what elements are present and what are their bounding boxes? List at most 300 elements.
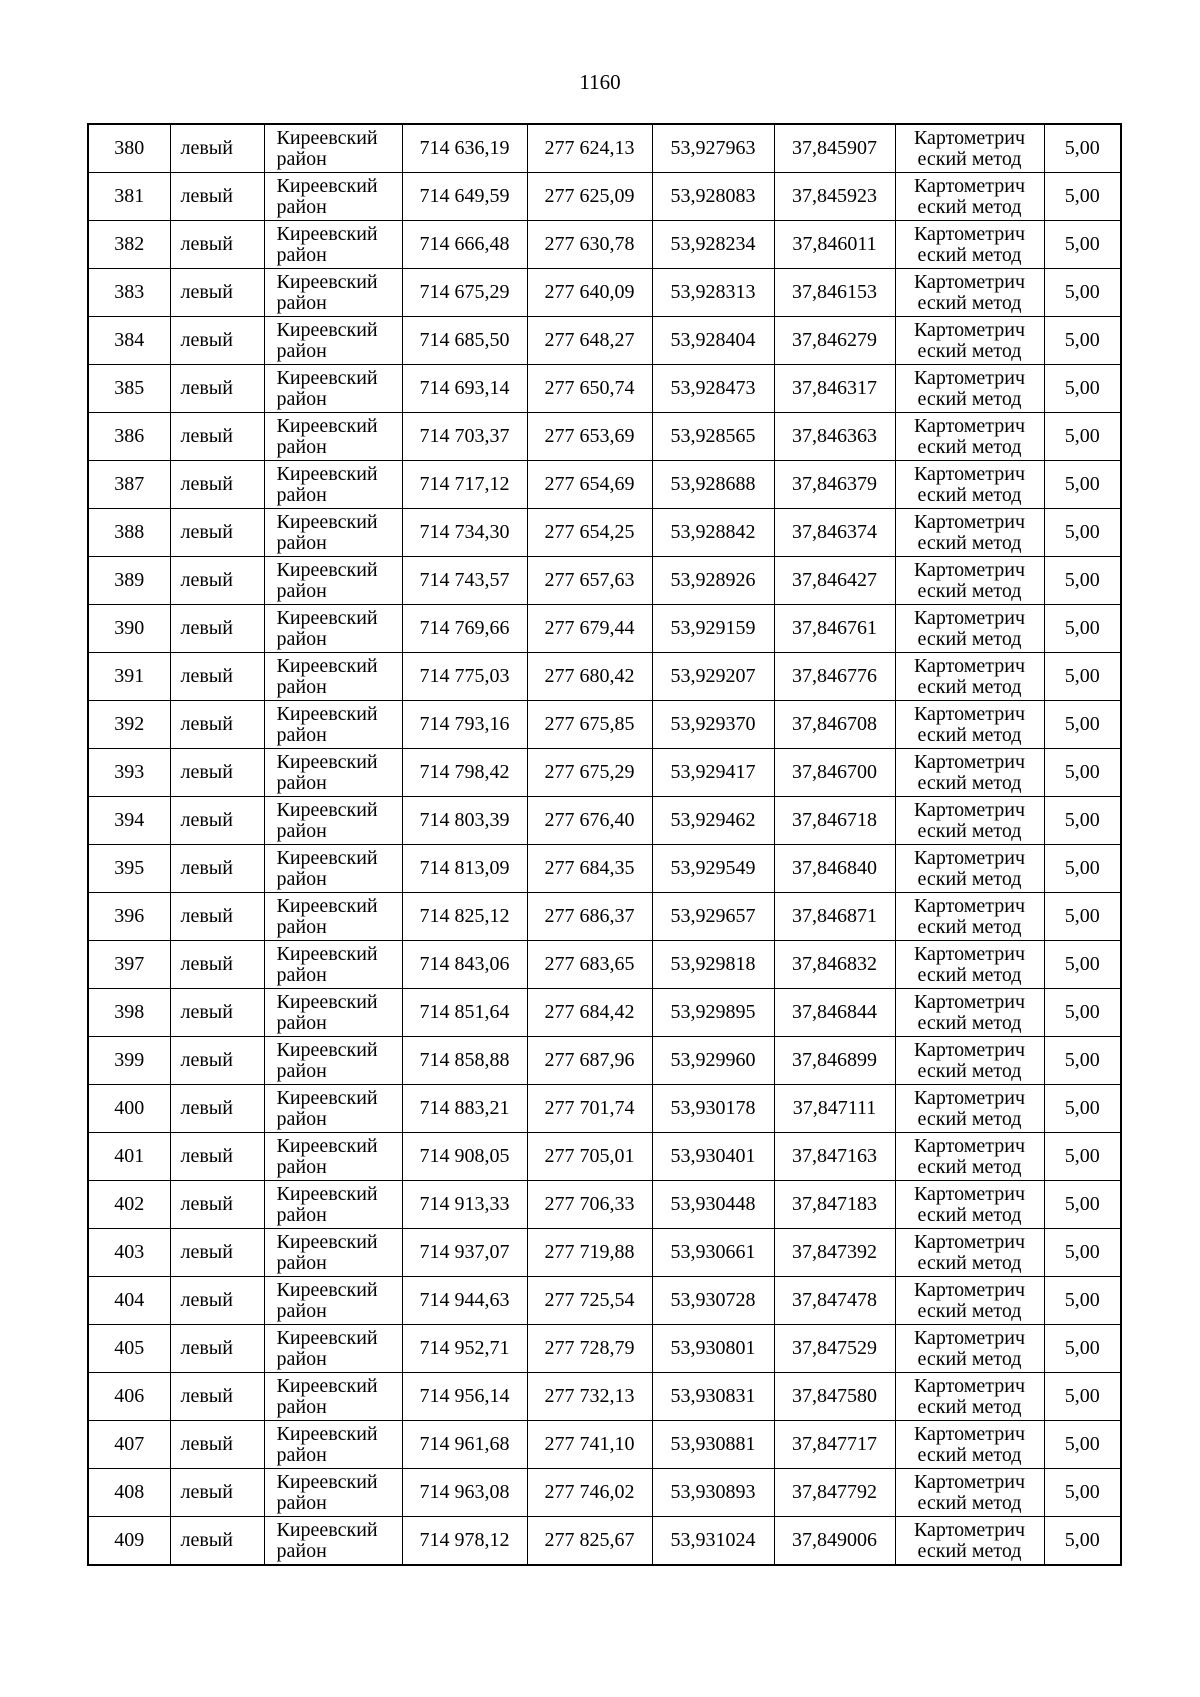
table-row	[88, 893, 1121, 941]
latitude-cell: 53,929159	[652, 605, 774, 653]
district-cell: Киреевский район	[264, 605, 402, 653]
x-coordinate-cell: 714 685,50	[402, 317, 527, 365]
district-cell: Киреевский район	[264, 1133, 402, 1181]
latitude-cell: 53,930401	[652, 1133, 774, 1181]
y-coordinate-cell: 277 676,40	[527, 797, 652, 845]
method-cell: Картометрич еский метод	[895, 461, 1044, 509]
y-coordinate-cell: 277 683,65	[527, 941, 652, 989]
method-cell: Картометрич еский метод	[895, 749, 1044, 797]
longitude-cell: 37,846427	[774, 557, 895, 605]
x-coordinate-cell: 714 858,88	[402, 1037, 527, 1085]
latitude-cell: 53,928473	[652, 365, 774, 413]
latitude-cell: 53,929895	[652, 989, 774, 1037]
x-coordinate-cell: 714 956,14	[402, 1373, 527, 1421]
latitude-cell: 53,930893	[652, 1469, 774, 1517]
y-coordinate-cell: 277 625,09	[527, 173, 652, 221]
x-coordinate-cell: 714 963,08	[402, 1469, 527, 1517]
longitude-cell: 37,846844	[774, 989, 895, 1037]
latitude-cell: 53,930661	[652, 1229, 774, 1277]
point-number-cell: 387	[88, 461, 170, 509]
x-coordinate-cell: 714 675,29	[402, 269, 527, 317]
longitude-cell: 37,847163	[774, 1133, 895, 1181]
x-coordinate-cell: 714 803,39	[402, 797, 527, 845]
longitude-cell: 37,847111	[774, 1085, 895, 1133]
district-cell: Киреевский район	[264, 701, 402, 749]
latitude-cell: 53,930801	[652, 1325, 774, 1373]
side-cell: левый	[170, 653, 264, 701]
district-cell: Киреевский район	[264, 317, 402, 365]
longitude-cell: 37,847717	[774, 1421, 895, 1469]
latitude-cell: 53,929370	[652, 701, 774, 749]
point-number-cell: 384	[88, 317, 170, 365]
method-cell: Картометрич еский метод	[895, 1229, 1044, 1277]
latitude-cell: 53,928688	[652, 461, 774, 509]
x-coordinate-cell: 714 851,64	[402, 989, 527, 1037]
table-row	[88, 557, 1121, 605]
latitude-cell: 53,929657	[652, 893, 774, 941]
table-row	[88, 365, 1121, 413]
table-row	[88, 269, 1121, 317]
latitude-cell: 53,930448	[652, 1181, 774, 1229]
x-coordinate-cell: 714 937,07	[402, 1229, 527, 1277]
district-cell: Киреевский район	[264, 749, 402, 797]
point-number-cell: 382	[88, 221, 170, 269]
accuracy-cell: 5,00	[1044, 365, 1121, 413]
longitude-cell: 37,846153	[774, 269, 895, 317]
table-row	[88, 749, 1121, 797]
y-coordinate-cell: 277 654,25	[527, 509, 652, 557]
district-cell: Киреевский район	[264, 461, 402, 509]
latitude-cell: 53,930728	[652, 1277, 774, 1325]
x-coordinate-cell: 714 693,14	[402, 365, 527, 413]
table-row	[88, 1133, 1121, 1181]
method-cell: Картометрич еский метод	[895, 221, 1044, 269]
longitude-cell: 37,847580	[774, 1373, 895, 1421]
y-coordinate-cell: 277 654,69	[527, 461, 652, 509]
longitude-cell: 37,845923	[774, 173, 895, 221]
point-number-cell: 403	[88, 1229, 170, 1277]
point-number-cell: 396	[88, 893, 170, 941]
side-cell: левый	[170, 365, 264, 413]
latitude-cell: 53,929818	[652, 941, 774, 989]
side-cell: левый	[170, 509, 264, 557]
district-cell: Киреевский район	[264, 797, 402, 845]
longitude-cell: 37,847392	[774, 1229, 895, 1277]
accuracy-cell: 5,00	[1044, 1421, 1121, 1469]
method-cell: Картометрич еский метод	[895, 893, 1044, 941]
table-row	[88, 1229, 1121, 1277]
district-cell: Киреевский район	[264, 653, 402, 701]
table-row	[88, 1373, 1121, 1421]
y-coordinate-cell: 277 624,13	[527, 124, 652, 173]
district-cell: Киреевский район	[264, 941, 402, 989]
longitude-cell: 37,846761	[774, 605, 895, 653]
district-cell: Киреевский район	[264, 124, 402, 173]
method-cell: Картометрич еский метод	[895, 1373, 1044, 1421]
table-row	[88, 461, 1121, 509]
point-number-cell: 392	[88, 701, 170, 749]
side-cell: левый	[170, 1085, 264, 1133]
accuracy-cell: 5,00	[1044, 989, 1121, 1037]
latitude-cell: 53,929207	[652, 653, 774, 701]
x-coordinate-cell: 714 703,37	[402, 413, 527, 461]
district-cell: Киреевский район	[264, 893, 402, 941]
table-row	[88, 1421, 1121, 1469]
district-cell: Киреевский район	[264, 365, 402, 413]
latitude-cell: 53,927963	[652, 124, 774, 173]
y-coordinate-cell: 277 675,85	[527, 701, 652, 749]
district-cell: Киреевский район	[264, 1325, 402, 1373]
side-cell: левый	[170, 941, 264, 989]
x-coordinate-cell: 714 793,16	[402, 701, 527, 749]
side-cell: левый	[170, 1517, 264, 1566]
x-coordinate-cell: 714 843,06	[402, 941, 527, 989]
y-coordinate-cell: 277 650,74	[527, 365, 652, 413]
side-cell: левый	[170, 461, 264, 509]
method-cell: Картометрич еский метод	[895, 1133, 1044, 1181]
y-coordinate-cell: 277 679,44	[527, 605, 652, 653]
side-cell: левый	[170, 989, 264, 1037]
point-number-cell: 407	[88, 1421, 170, 1469]
point-number-cell: 390	[88, 605, 170, 653]
method-cell: Картометрич еский метод	[895, 1085, 1044, 1133]
latitude-cell: 53,930831	[652, 1373, 774, 1421]
accuracy-cell: 5,00	[1044, 797, 1121, 845]
accuracy-cell: 5,00	[1044, 701, 1121, 749]
longitude-cell: 37,846279	[774, 317, 895, 365]
method-cell: Картометрич еский метод	[895, 845, 1044, 893]
table-row	[88, 1469, 1121, 1517]
side-cell: левый	[170, 173, 264, 221]
table-row	[88, 941, 1121, 989]
table-row	[88, 124, 1121, 173]
y-coordinate-cell: 277 680,42	[527, 653, 652, 701]
method-cell: Картометрич еский метод	[895, 365, 1044, 413]
x-coordinate-cell: 714 961,68	[402, 1421, 527, 1469]
longitude-cell: 37,845907	[774, 124, 895, 173]
accuracy-cell: 5,00	[1044, 1325, 1121, 1373]
side-cell: левый	[170, 1373, 264, 1421]
latitude-cell: 53,930881	[652, 1421, 774, 1469]
district-cell: Киреевский район	[264, 1229, 402, 1277]
point-number-cell: 406	[88, 1373, 170, 1421]
longitude-cell: 37,846832	[774, 941, 895, 989]
method-cell: Картометрич еский метод	[895, 413, 1044, 461]
x-coordinate-cell: 714 666,48	[402, 221, 527, 269]
district-cell: Киреевский район	[264, 1277, 402, 1325]
district-cell: Киреевский район	[264, 1373, 402, 1421]
y-coordinate-cell: 277 684,42	[527, 989, 652, 1037]
accuracy-cell: 5,00	[1044, 749, 1121, 797]
district-cell: Киреевский район	[264, 989, 402, 1037]
method-cell: Картометрич еский метод	[895, 317, 1044, 365]
accuracy-cell: 5,00	[1044, 605, 1121, 653]
x-coordinate-cell: 714 734,30	[402, 509, 527, 557]
district-cell: Киреевский район	[264, 509, 402, 557]
side-cell: левый	[170, 1469, 264, 1517]
method-cell: Картометрич еский метод	[895, 605, 1044, 653]
district-cell: Киреевский район	[264, 1469, 402, 1517]
table-row	[88, 221, 1121, 269]
table-row	[88, 509, 1121, 557]
side-cell: левый	[170, 1037, 264, 1085]
method-cell: Картометрич еский метод	[895, 1037, 1044, 1085]
method-cell: Картометрич еский метод	[895, 797, 1044, 845]
accuracy-cell: 5,00	[1044, 893, 1121, 941]
side-cell: левый	[170, 1229, 264, 1277]
x-coordinate-cell: 714 825,12	[402, 893, 527, 941]
table-body	[88, 124, 1121, 1565]
longitude-cell: 37,847478	[774, 1277, 895, 1325]
latitude-cell: 53,928926	[652, 557, 774, 605]
y-coordinate-cell: 277 640,09	[527, 269, 652, 317]
table-row	[88, 989, 1121, 1037]
table-row	[88, 1085, 1121, 1133]
accuracy-cell: 5,00	[1044, 1037, 1121, 1085]
side-cell: левый	[170, 893, 264, 941]
accuracy-cell: 5,00	[1044, 124, 1121, 173]
side-cell: левый	[170, 1133, 264, 1181]
x-coordinate-cell: 714 813,09	[402, 845, 527, 893]
district-cell: Киреевский район	[264, 557, 402, 605]
longitude-cell: 37,846871	[774, 893, 895, 941]
point-number-cell: 401	[88, 1133, 170, 1181]
method-cell: Картометрич еский метод	[895, 1517, 1044, 1566]
x-coordinate-cell: 714 883,21	[402, 1085, 527, 1133]
y-coordinate-cell: 277 630,78	[527, 221, 652, 269]
x-coordinate-cell: 714 913,33	[402, 1181, 527, 1229]
y-coordinate-cell: 277 687,96	[527, 1037, 652, 1085]
y-coordinate-cell: 277 706,33	[527, 1181, 652, 1229]
side-cell: левый	[170, 797, 264, 845]
district-cell: Киреевский район	[264, 1037, 402, 1085]
longitude-cell: 37,846708	[774, 701, 895, 749]
accuracy-cell: 5,00	[1044, 317, 1121, 365]
longitude-cell: 37,846317	[774, 365, 895, 413]
method-cell: Картометрич еский метод	[895, 653, 1044, 701]
latitude-cell: 53,928565	[652, 413, 774, 461]
y-coordinate-cell: 277 746,02	[527, 1469, 652, 1517]
point-number-cell: 397	[88, 941, 170, 989]
method-cell: Картометрич еский метод	[895, 941, 1044, 989]
side-cell: левый	[170, 557, 264, 605]
latitude-cell: 53,931024	[652, 1517, 774, 1566]
point-number-cell: 386	[88, 413, 170, 461]
y-coordinate-cell: 277 732,13	[527, 1373, 652, 1421]
accuracy-cell: 5,00	[1044, 845, 1121, 893]
latitude-cell: 53,929960	[652, 1037, 774, 1085]
accuracy-cell: 5,00	[1044, 941, 1121, 989]
latitude-cell: 53,928234	[652, 221, 774, 269]
longitude-cell: 37,847529	[774, 1325, 895, 1373]
table-row	[88, 797, 1121, 845]
table-row	[88, 701, 1121, 749]
side-cell: левый	[170, 749, 264, 797]
y-coordinate-cell: 277 657,63	[527, 557, 652, 605]
x-coordinate-cell: 714 775,03	[402, 653, 527, 701]
side-cell: левый	[170, 605, 264, 653]
method-cell: Картометрич еский метод	[895, 557, 1044, 605]
district-cell: Киреевский район	[264, 1517, 402, 1566]
longitude-cell: 37,846718	[774, 797, 895, 845]
x-coordinate-cell: 714 908,05	[402, 1133, 527, 1181]
side-cell: левый	[170, 1325, 264, 1373]
point-number-cell: 380	[88, 124, 170, 173]
table-row	[88, 1325, 1121, 1373]
point-number-cell: 394	[88, 797, 170, 845]
side-cell: левый	[170, 221, 264, 269]
table-row	[88, 845, 1121, 893]
table-row	[88, 1517, 1121, 1566]
method-cell: Картометрич еский метод	[895, 509, 1044, 557]
district-cell: Киреевский район	[264, 845, 402, 893]
x-coordinate-cell: 714 717,12	[402, 461, 527, 509]
point-number-cell: 400	[88, 1085, 170, 1133]
x-coordinate-cell: 714 769,66	[402, 605, 527, 653]
point-number-cell: 404	[88, 1277, 170, 1325]
side-cell: левый	[170, 413, 264, 461]
accuracy-cell: 5,00	[1044, 1133, 1121, 1181]
page-number: 1160	[579, 70, 621, 94]
y-coordinate-cell: 277 675,29	[527, 749, 652, 797]
x-coordinate-cell: 714 798,42	[402, 749, 527, 797]
district-cell: Киреевский район	[264, 1181, 402, 1229]
longitude-cell: 37,846840	[774, 845, 895, 893]
y-coordinate-cell: 277 705,01	[527, 1133, 652, 1181]
x-coordinate-cell: 714 978,12	[402, 1517, 527, 1566]
accuracy-cell: 5,00	[1044, 653, 1121, 701]
point-number-cell: 395	[88, 845, 170, 893]
point-number-cell: 389	[88, 557, 170, 605]
y-coordinate-cell: 277 719,88	[527, 1229, 652, 1277]
y-coordinate-cell: 277 825,67	[527, 1517, 652, 1566]
latitude-cell: 53,929462	[652, 797, 774, 845]
method-cell: Картометрич еский метод	[895, 1421, 1044, 1469]
y-coordinate-cell: 277 653,69	[527, 413, 652, 461]
accuracy-cell: 5,00	[1044, 1277, 1121, 1325]
accuracy-cell: 5,00	[1044, 221, 1121, 269]
accuracy-cell: 5,00	[1044, 1517, 1121, 1566]
side-cell: левый	[170, 1421, 264, 1469]
point-number-cell: 381	[88, 173, 170, 221]
latitude-cell: 53,928313	[652, 269, 774, 317]
longitude-cell: 37,846700	[774, 749, 895, 797]
point-number-cell: 388	[88, 509, 170, 557]
method-cell: Картометрич еский метод	[895, 1277, 1044, 1325]
point-number-cell: 393	[88, 749, 170, 797]
method-cell: Картометрич еский метод	[895, 701, 1044, 749]
x-coordinate-cell: 714 649,59	[402, 173, 527, 221]
accuracy-cell: 5,00	[1044, 1469, 1121, 1517]
longitude-cell: 37,846363	[774, 413, 895, 461]
point-number-cell: 385	[88, 365, 170, 413]
side-cell: левый	[170, 124, 264, 173]
accuracy-cell: 5,00	[1044, 269, 1121, 317]
accuracy-cell: 5,00	[1044, 1373, 1121, 1421]
district-cell: Киреевский район	[264, 269, 402, 317]
longitude-cell: 37,846899	[774, 1037, 895, 1085]
method-cell: Картометрич еский метод	[895, 124, 1044, 173]
accuracy-cell: 5,00	[1044, 1085, 1121, 1133]
table-row	[88, 605, 1121, 653]
y-coordinate-cell: 277 701,74	[527, 1085, 652, 1133]
district-cell: Киреевский район	[264, 1085, 402, 1133]
accuracy-cell: 5,00	[1044, 461, 1121, 509]
side-cell: левый	[170, 317, 264, 365]
latitude-cell: 53,928404	[652, 317, 774, 365]
y-coordinate-cell: 277 686,37	[527, 893, 652, 941]
table-row	[88, 1037, 1121, 1085]
accuracy-cell: 5,00	[1044, 1181, 1121, 1229]
table-row	[88, 173, 1121, 221]
method-cell: Картометрич еский метод	[895, 1469, 1044, 1517]
latitude-cell: 53,928083	[652, 173, 774, 221]
accuracy-cell: 5,00	[1044, 1229, 1121, 1277]
point-number-cell: 409	[88, 1517, 170, 1566]
accuracy-cell: 5,00	[1044, 509, 1121, 557]
y-coordinate-cell: 277 725,54	[527, 1277, 652, 1325]
point-number-cell: 391	[88, 653, 170, 701]
method-cell: Картометрич еский метод	[895, 1325, 1044, 1373]
point-number-cell: 405	[88, 1325, 170, 1373]
y-coordinate-cell: 277 741,10	[527, 1421, 652, 1469]
method-cell: Картометрич еский метод	[895, 269, 1044, 317]
longitude-cell: 37,846379	[774, 461, 895, 509]
table-row	[88, 1181, 1121, 1229]
accuracy-cell: 5,00	[1044, 413, 1121, 461]
table-row	[88, 317, 1121, 365]
method-cell: Картометрич еский метод	[895, 989, 1044, 1037]
latitude-cell: 53,930178	[652, 1085, 774, 1133]
district-cell: Киреевский район	[264, 221, 402, 269]
latitude-cell: 53,929549	[652, 845, 774, 893]
method-cell: Картометрич еский метод	[895, 1181, 1044, 1229]
longitude-cell: 37,846011	[774, 221, 895, 269]
longitude-cell: 37,846374	[774, 509, 895, 557]
latitude-cell: 53,928842	[652, 509, 774, 557]
point-number-cell: 402	[88, 1181, 170, 1229]
table-row	[88, 413, 1121, 461]
table-row	[88, 1277, 1121, 1325]
point-number-cell: 383	[88, 269, 170, 317]
y-coordinate-cell: 277 728,79	[527, 1325, 652, 1373]
longitude-cell: 37,846776	[774, 653, 895, 701]
x-coordinate-cell: 714 944,63	[402, 1277, 527, 1325]
district-cell: Киреевский район	[264, 173, 402, 221]
side-cell: левый	[170, 269, 264, 317]
district-cell: Киреевский район	[264, 1421, 402, 1469]
side-cell: левый	[170, 1181, 264, 1229]
y-coordinate-cell: 277 684,35	[527, 845, 652, 893]
x-coordinate-cell: 714 952,71	[402, 1325, 527, 1373]
table-row	[88, 653, 1121, 701]
point-number-cell: 399	[88, 1037, 170, 1085]
x-coordinate-cell: 714 636,19	[402, 124, 527, 173]
point-number-cell: 398	[88, 989, 170, 1037]
latitude-cell: 53,929417	[652, 749, 774, 797]
accuracy-cell: 5,00	[1044, 173, 1121, 221]
accuracy-cell: 5,00	[1044, 557, 1121, 605]
point-number-cell: 408	[88, 1469, 170, 1517]
longitude-cell: 37,847183	[774, 1181, 895, 1229]
x-coordinate-cell: 714 743,57	[402, 557, 527, 605]
coordinates-table	[87, 123, 1122, 1566]
district-cell: Киреевский район	[264, 413, 402, 461]
side-cell: левый	[170, 1277, 264, 1325]
longitude-cell: 37,847792	[774, 1469, 895, 1517]
side-cell: левый	[170, 701, 264, 749]
y-coordinate-cell: 277 648,27	[527, 317, 652, 365]
